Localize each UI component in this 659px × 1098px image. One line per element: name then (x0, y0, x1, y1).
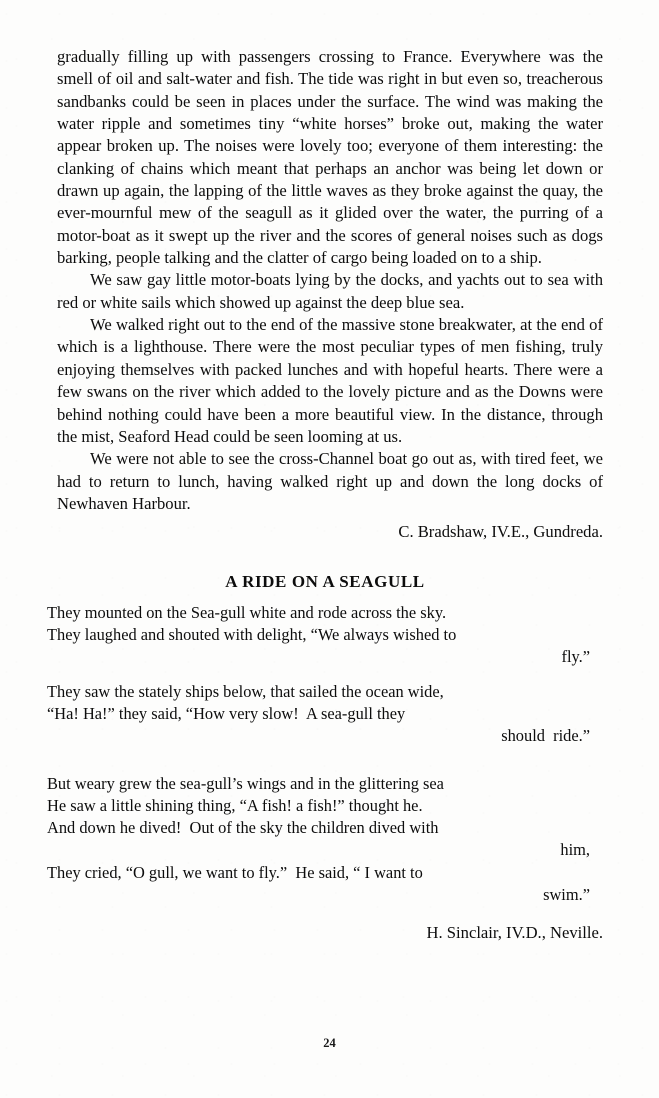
poem-stanza (47, 681, 603, 747)
poem-line: And down he dived! Out of the sky the children dived with (47, 818, 439, 838)
poem-line: But weary grew the sea-gull’s wings and in the glittering sea (47, 774, 444, 794)
spacer (47, 544, 603, 571)
poem-line: should ride.” (501, 726, 590, 746)
article-paragraph: We walked right out to the end of the massive stone breakwater, at the end of which is a lighthouse. There were the most peculiar types of men fishing, truly enjoying themselves with packed lunches and with hopeful hearts. There were a few swans on the river which added to the lovely picture and as the Downs were behind nothing could have been a more beautiful view. In the distance, through the mist, Seaford Head could be seen looming at us. (57, 315, 603, 446)
article-paragraph: We were not able to see the cross-Channel boat go out as, with tired feet, we had to return to lunch, having walked right up and down the long docks of Newhaven Harbour. (57, 449, 603, 513)
poem-byline: H. Sinclair, IV.D., Neville. (426, 922, 603, 942)
page-number: 24 (323, 1036, 336, 1050)
poem-line: They saw the stately ships below, that sailed the ocean wide, (47, 681, 444, 701)
poem-title: A RIDE ON A SEAGULL (225, 571, 425, 591)
poem-line: swim.” (543, 884, 590, 904)
spacer (47, 668, 603, 681)
poem-stanza (47, 602, 603, 668)
poem-line: He saw a little shining thing, “A fish! a fish!” thought he. (47, 796, 423, 816)
article-byline: C. Bradshaw, IV.E., Gundreda. (398, 522, 603, 542)
article-paragraph: We saw gay little motor-boats lying by the docks, and yachts out to sea with red or white sails which showed up against the deep blue sea. (57, 270, 603, 312)
spacer (47, 747, 603, 773)
poem-line: They laughed and shouted with delight, “We always wished to (47, 624, 457, 644)
poem-line: “Ha! Ha!” they said, “How very slow! A sea-gull they (47, 703, 406, 723)
poem-stanza (47, 773, 603, 906)
spacer (47, 593, 603, 602)
poem-line: fly.” (561, 646, 590, 666)
poem-line: They mounted on the Sea-gull white and rode across the sky. (47, 602, 447, 622)
article-paragraph: gradually filling up with passengers crossing to France. Everywhere was the smell of oil and salt-water and fish. The tide was right in but even so, treacherous sandbanks could be seen in places under the surface. The wind was making the water ripple and sometimes tiny “white horses” broke out, making the water appear broken up. The noises were lovely too; everyone of them interesting: the clanking of chains which meant that perhaps an anchor was being let down or drawn up again, the lapping of the little waves as they broke against the quay, the ever-mournful mew of the seagull as it glided over the water, the purring of a motor-boat as it swept up the river and the scores of general noises such as dogs barking, people talking and the clatter of cargo being loaded on to a ship. (57, 47, 603, 268)
poem-line: They cried, “O gull, we want to fly.” He said, “ I want to (47, 862, 423, 882)
page-content (47, 46, 603, 944)
poem-line: him, (560, 840, 590, 860)
